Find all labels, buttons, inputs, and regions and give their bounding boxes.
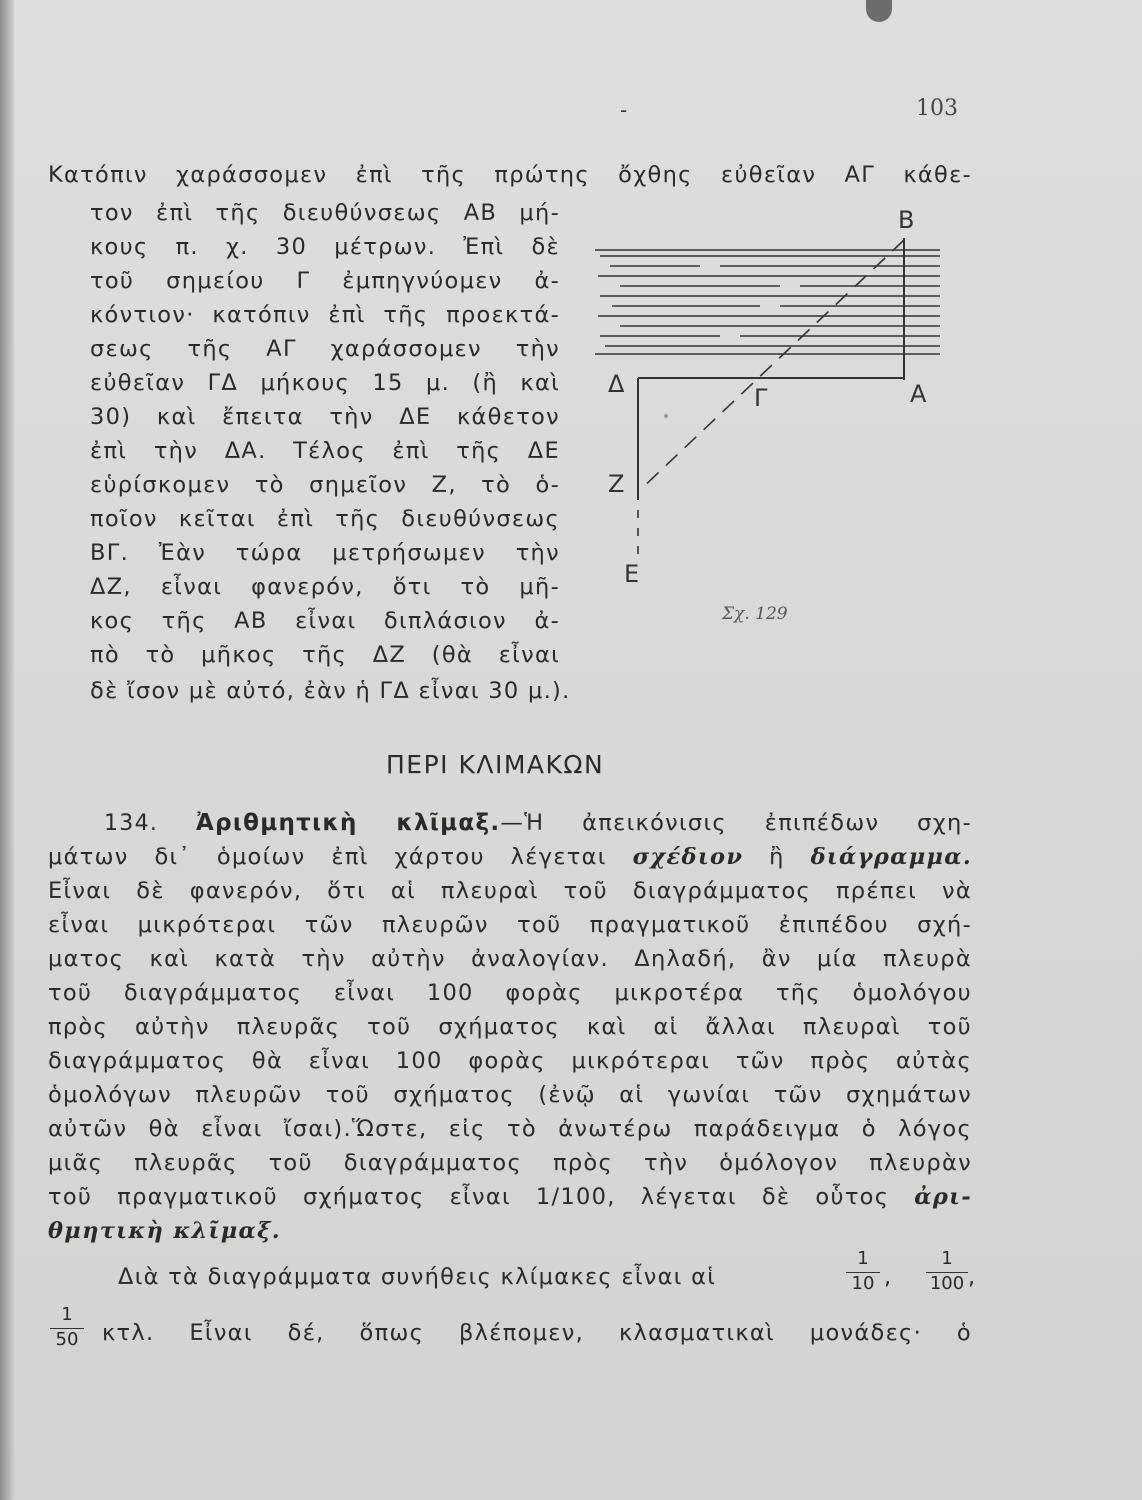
fraction-denominator: 100 <box>929 1273 965 1294</box>
para1-line-1: Κατόπιν χαράσσομεν ἐπὶ τῆς πρώτης ὄχθης εὐθεῖαν ΑΓ κάθε- <box>48 162 972 188</box>
para1-line-6: σεως τῆς ΑΓ χαράσσομεν τὴν <box>90 336 560 362</box>
section-line-2a: μάτων δι᾿ ὁμοίων ἐπὶ χάρτου λέγεται <box>48 844 633 870</box>
section-line-4: εἶναι μικρότεραι τῶν πλευρῶν τοῦ πραγματικοῦ ἐπιπέδου σχή- <box>48 912 972 938</box>
section-line-1 <box>104 808 972 839</box>
line-BZ <box>640 240 904 490</box>
para1-line-14: κος τῆς ΑΒ εἶναι διπλάσιον ἀ- <box>90 608 560 634</box>
para1-line-4: τοῦ σημείου Γ ἐμπηγνύομεν ἀ- <box>90 268 560 294</box>
point-dot <box>664 414 668 418</box>
section-line-8: διαγράμματος θὰ εἶναι 100 φορὰς μικρότεραι τῶν πρὸς αὐτὰς <box>48 1048 972 1074</box>
para1-line-9: ἐπὶ τὴν ΔΑ. Τέλος ἐπὶ τῆς ΔΕ <box>90 438 560 464</box>
section-line-2b: ἢ <box>743 844 811 870</box>
para1-line-7: εὐθεῖαν ΓΔ μήκους 15 μ. (ἢ καὶ <box>90 370 560 396</box>
comma: , <box>884 1264 893 1290</box>
page-number: 103 <box>916 96 958 121</box>
section-line-7: πρὸς αὐτὴν πλευρᾶς τοῦ σχήματος καὶ αἱ ἄλλαι πλευραὶ τοῦ <box>48 1014 972 1040</box>
section-line-12 <box>48 1182 972 1212</box>
fraction-denominator: 10 <box>851 1273 875 1294</box>
label-A: Α <box>910 380 927 408</box>
section-line-1-rest: —Ἡ ἀπεικόνισις ἐπιπέδων σχη- <box>500 810 973 836</box>
section-line-2 <box>48 842 972 872</box>
section-line-6: τοῦ διαγράμματος εἶναι 100 φορὰς μικροτέρα τῆς ὁμολόγου <box>48 980 972 1006</box>
para1-line-2: τον ἐπὶ τῆς διευθύνσεως ΑΒ μή- <box>90 200 560 226</box>
fraction-numerator: 1 <box>50 1304 84 1329</box>
section-line-12a: τοῦ πραγματικοῦ σχήματος εἶναι 1/100, λέγεται δὲ οὗτος <box>48 1184 915 1210</box>
term-schedion: σχέδιον <box>632 844 744 870</box>
term-arithmetic-b: θμητικὴ κλῖμαξ. <box>48 1218 281 1244</box>
section-line-15: κτλ. Εἶναι δέ, ὅπως βλέπομεν, κλασματικαὶ μονάδες· ὁ <box>102 1320 972 1346</box>
term-diagramma: διάγραμμα. <box>810 844 972 870</box>
section-line-10: αὐτῶν θὰ εἶναι ἴσαι).Ὥστε, εἰς τὸ ἀνωτέρω παράδειγμα ὁ λόγος <box>48 1116 972 1142</box>
para1-line-8: 30) καὶ ἔπειτα τὴν ΔΕ κάθετον <box>90 404 560 430</box>
comma: , <box>968 1264 977 1290</box>
para1-line-15: πὸ τὸ μῆκος τῆς ΔΖ (θὰ εἶναι <box>90 642 560 668</box>
fraction-numerator: 1 <box>926 1248 968 1273</box>
page-mark: - <box>620 98 628 122</box>
fraction-1-50 <box>50 1304 84 1351</box>
fraction-denominator: 50 <box>55 1329 79 1350</box>
label-B: Β <box>898 206 915 234</box>
section-line-9: ὁμολόγων πλευρῶν τοῦ σχήματος (ἐνῷ αἱ γωνίαι τῶν σχημάτων <box>48 1082 972 1108</box>
para1-line-5: κόντιον· κατόπιν ἐπὶ τῆς προεκτά- <box>90 302 560 328</box>
para1-line-13: ΔΖ, εἶναι φανερόν, ὅτι τὸ μῆ- <box>90 574 560 600</box>
fraction-1-100 <box>926 1248 968 1295</box>
section-line-11: μιᾶς πλευρᾶς τοῦ διαγράμματος πρὸς τὴν ὁμόλογον πλευρὰν <box>48 1150 972 1176</box>
section-line-3: Εἶναι δὲ φανερόν, ὅτι αἱ πλευραὶ τοῦ διαγράμματος πρέπει νὰ <box>48 878 972 904</box>
para1-line-12: ΒΓ. Ἐὰν τώρα μετρήσωμεν τὴν <box>90 540 560 566</box>
para1-line-3: κους π. χ. 30 μέτρων. Ἐπὶ δὲ <box>90 234 560 260</box>
section-line-13 <box>48 1216 281 1246</box>
fraction-numerator: 1 <box>846 1248 880 1273</box>
para1-line-10: εὑρίσκομεν τὸ σημεῖον Ζ, τὸ ὁ- <box>90 472 560 498</box>
figure-caption: Σχ. 129 <box>722 604 788 624</box>
section-line-14: Διὰ τὰ διαγράμματα συνήθεις κλίμακες εἶναι αἱ <box>118 1264 717 1290</box>
section-number: 134. <box>104 811 159 836</box>
section-line-5: ματος καὶ κατὰ τὴν αὐτὴν ἀναλογίαν. Δηλαδή, ἂν μία πλευρὰ <box>48 946 972 972</box>
label-Gamma: Γ <box>754 384 768 412</box>
label-E: Ε <box>624 560 640 588</box>
section-title: Ἀριθμητικὴ κλῖμαξ. <box>196 810 501 836</box>
fraction-1-10 <box>846 1248 880 1295</box>
section-heading: ΠΕΡΙ ΚΛΙΜΑΚΩΝ <box>386 750 605 779</box>
para1-line-16: δὲ ἴσον μὲ αὐτό, ἐὰν ἡ ΓΔ εἶναι 30 μ.). <box>90 678 571 704</box>
label-Z: Ζ <box>608 470 625 498</box>
para1-line-11: ποῖον κεῖται ἐπὶ τῆς διευθύνσεως <box>90 506 560 532</box>
term-arithmetic-a: ἀρι- <box>914 1184 972 1210</box>
label-Delta: Δ <box>608 370 625 398</box>
